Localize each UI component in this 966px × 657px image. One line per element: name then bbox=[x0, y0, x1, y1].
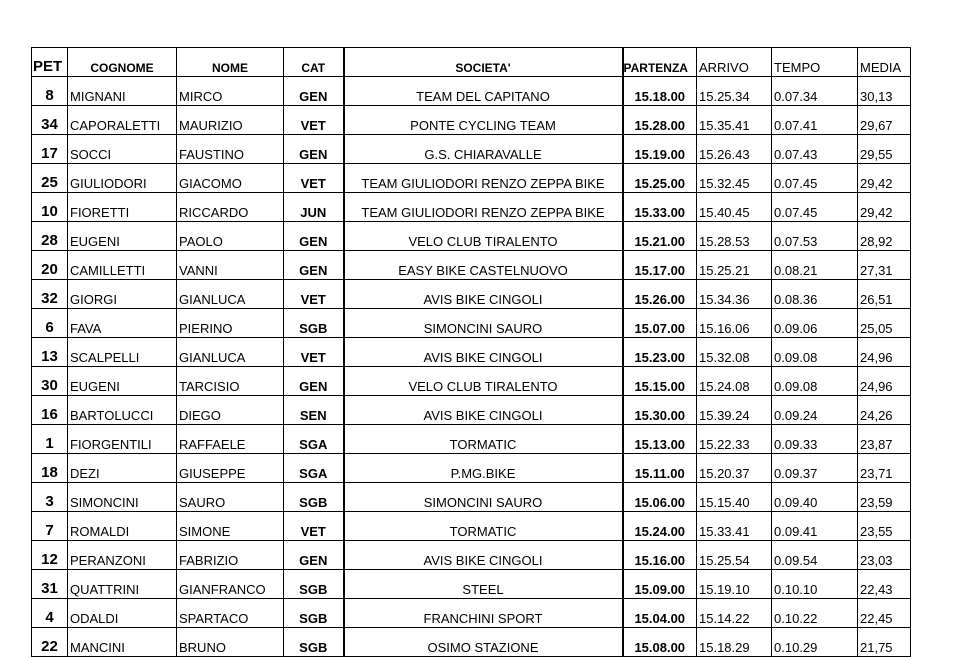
cell-tempo: 0.08.21 bbox=[772, 251, 858, 280]
table-row bbox=[32, 309, 911, 338]
cell-cat: GEN bbox=[284, 135, 344, 164]
cell-societa: SIMONCINI SAURO bbox=[344, 309, 623, 338]
cell-societa: TEAM GIULIODORI RENZO ZEPPA BIKE bbox=[344, 193, 623, 222]
cell-tempo: 0.09.24 bbox=[772, 396, 858, 425]
cell-societa: AVIS BIKE CINGOLI bbox=[344, 338, 623, 367]
table-row bbox=[32, 512, 911, 541]
cell-partenza: 15.26.00 bbox=[623, 280, 697, 309]
cell-tempo: 0.07.43 bbox=[772, 135, 858, 164]
cell-pet: 32 bbox=[32, 280, 68, 309]
cell-cognome: MANCINI bbox=[68, 628, 177, 657]
cell-nome: SPARTACO bbox=[177, 599, 284, 628]
header-pet: PET bbox=[32, 48, 68, 77]
cell-nome: GIANLUCA bbox=[177, 280, 284, 309]
cell-cognome: EUGENI bbox=[68, 222, 177, 251]
cell-pet: 28 bbox=[32, 222, 68, 251]
cell-pet: 7 bbox=[32, 512, 68, 541]
table-row bbox=[32, 251, 911, 280]
header-societa: SOCIETA' bbox=[344, 48, 623, 77]
cell-nome: RICCARDO bbox=[177, 193, 284, 222]
cell-partenza: 15.13.00 bbox=[623, 425, 697, 454]
cell-partenza: 15.04.00 bbox=[623, 599, 697, 628]
cell-societa: P.MG.BIKE bbox=[344, 454, 623, 483]
cell-partenza: 15.25.00 bbox=[623, 164, 697, 193]
cell-tempo: 0.07.34 bbox=[772, 77, 858, 106]
cell-tempo: 0.09.40 bbox=[772, 483, 858, 512]
header-row bbox=[32, 48, 911, 77]
cell-societa: TEAM DEL CAPITANO bbox=[344, 77, 623, 106]
cell-tempo: 0.10.22 bbox=[772, 599, 858, 628]
cell-nome: FABRIZIO bbox=[177, 541, 284, 570]
cell-tempo: 0.09.37 bbox=[772, 454, 858, 483]
cell-cat: SGB bbox=[284, 309, 344, 338]
cell-arrivo: 15.19.10 bbox=[697, 570, 772, 599]
cell-nome: BRUNO bbox=[177, 628, 284, 657]
cell-societa: STEEL bbox=[344, 570, 623, 599]
cell-arrivo: 15.26.43 bbox=[697, 135, 772, 164]
cell-cognome: CAMILLETTI bbox=[68, 251, 177, 280]
cell-societa: PONTE CYCLING TEAM bbox=[344, 106, 623, 135]
cell-pet: 31 bbox=[32, 570, 68, 599]
cell-cognome: SCALPELLI bbox=[68, 338, 177, 367]
cell-cognome: FIORGENTILI bbox=[68, 425, 177, 454]
cell-arrivo: 15.16.06 bbox=[697, 309, 772, 338]
cell-media: 23,03 bbox=[858, 541, 911, 570]
cell-cat: VET bbox=[284, 338, 344, 367]
table-row bbox=[32, 541, 911, 570]
cell-arrivo: 15.32.08 bbox=[697, 338, 772, 367]
cell-partenza: 15.06.00 bbox=[623, 483, 697, 512]
cell-cognome: CAPORALETTI bbox=[68, 106, 177, 135]
cell-cognome: GIULIODORI bbox=[68, 164, 177, 193]
cell-societa: AVIS BIKE CINGOLI bbox=[344, 541, 623, 570]
table-row bbox=[32, 628, 911, 657]
cell-media: 29,42 bbox=[858, 193, 911, 222]
cell-cat: SEN bbox=[284, 396, 344, 425]
cell-partenza: 15.08.00 bbox=[623, 628, 697, 657]
cell-arrivo: 15.35.41 bbox=[697, 106, 772, 135]
table-row bbox=[32, 367, 911, 396]
cell-partenza: 15.09.00 bbox=[623, 570, 697, 599]
cell-cat: GEN bbox=[284, 222, 344, 251]
cell-cognome: QUATTRINI bbox=[68, 570, 177, 599]
cell-tempo: 0.09.33 bbox=[772, 425, 858, 454]
cell-nome: TARCISIO bbox=[177, 367, 284, 396]
cell-pet: 12 bbox=[32, 541, 68, 570]
cell-cat: VET bbox=[284, 280, 344, 309]
cell-societa: VELO CLUB TIRALENTO bbox=[344, 367, 623, 396]
cell-pet: 34 bbox=[32, 106, 68, 135]
cell-societa: AVIS BIKE CINGOLI bbox=[344, 396, 623, 425]
cell-media: 25,05 bbox=[858, 309, 911, 338]
cell-nome: SIMONE bbox=[177, 512, 284, 541]
cell-tempo: 0.09.41 bbox=[772, 512, 858, 541]
cell-arrivo: 15.14.22 bbox=[697, 599, 772, 628]
cell-pet: 18 bbox=[32, 454, 68, 483]
cell-media: 23,87 bbox=[858, 425, 911, 454]
header-nome: NOME bbox=[177, 48, 284, 77]
cell-partenza: 15.21.00 bbox=[623, 222, 697, 251]
cell-media: 24,96 bbox=[858, 338, 911, 367]
cell-arrivo: 15.40.45 bbox=[697, 193, 772, 222]
table-row bbox=[32, 164, 911, 193]
cell-pet: 6 bbox=[32, 309, 68, 338]
cell-media: 28,92 bbox=[858, 222, 911, 251]
cell-partenza: 15.15.00 bbox=[623, 367, 697, 396]
header-media: MEDIA bbox=[858, 48, 911, 77]
cell-societa: FRANCHINI SPORT bbox=[344, 599, 623, 628]
cell-pet: 30 bbox=[32, 367, 68, 396]
cell-media: 22,45 bbox=[858, 599, 911, 628]
cell-tempo: 0.09.54 bbox=[772, 541, 858, 570]
cell-cognome: PERANZONI bbox=[68, 541, 177, 570]
cell-partenza: 15.11.00 bbox=[623, 454, 697, 483]
table-row bbox=[32, 483, 911, 512]
cell-media: 22,43 bbox=[858, 570, 911, 599]
cell-cognome: GIORGI bbox=[68, 280, 177, 309]
cell-societa: TEAM GIULIODORI RENZO ZEPPA BIKE bbox=[344, 164, 623, 193]
cell-tempo: 0.07.45 bbox=[772, 164, 858, 193]
cell-arrivo: 15.25.54 bbox=[697, 541, 772, 570]
cell-partenza: 15.19.00 bbox=[623, 135, 697, 164]
cell-tempo: 0.07.41 bbox=[772, 106, 858, 135]
cell-nome: GIACOMO bbox=[177, 164, 284, 193]
cell-cat: SGB bbox=[284, 483, 344, 512]
cell-partenza: 15.07.00 bbox=[623, 309, 697, 338]
cell-nome: RAFFAELE bbox=[177, 425, 284, 454]
cell-nome: VANNI bbox=[177, 251, 284, 280]
cell-media: 29,55 bbox=[858, 135, 911, 164]
results-table bbox=[31, 47, 911, 657]
cell-partenza: 15.30.00 bbox=[623, 396, 697, 425]
cell-cat: GEN bbox=[284, 541, 344, 570]
cell-cognome: FAVA bbox=[68, 309, 177, 338]
cell-pet: 20 bbox=[32, 251, 68, 280]
cell-societa: OSIMO STAZIONE bbox=[344, 628, 623, 657]
cell-tempo: 0.07.53 bbox=[772, 222, 858, 251]
header-arrivo: ARRIVO bbox=[697, 48, 772, 77]
cell-arrivo: 15.39.24 bbox=[697, 396, 772, 425]
cell-societa: SIMONCINI SAURO bbox=[344, 483, 623, 512]
table-row bbox=[32, 338, 911, 367]
cell-arrivo: 15.20.37 bbox=[697, 454, 772, 483]
cell-cat: SGB bbox=[284, 628, 344, 657]
cell-arrivo: 15.24.08 bbox=[697, 367, 772, 396]
cell-arrivo: 15.15.40 bbox=[697, 483, 772, 512]
cell-cognome: DEZI bbox=[68, 454, 177, 483]
cell-cat: SGA bbox=[284, 454, 344, 483]
table-row bbox=[32, 193, 911, 222]
cell-cognome: MIGNANI bbox=[68, 77, 177, 106]
cell-societa: AVIS BIKE CINGOLI bbox=[344, 280, 623, 309]
cell-nome: PIERINO bbox=[177, 309, 284, 338]
cell-media: 27,31 bbox=[858, 251, 911, 280]
table-row bbox=[32, 570, 911, 599]
cell-partenza: 15.16.00 bbox=[623, 541, 697, 570]
cell-societa: EASY BIKE CASTELNUOVO bbox=[344, 251, 623, 280]
cell-nome: PAOLO bbox=[177, 222, 284, 251]
cell-cat: VET bbox=[284, 164, 344, 193]
cell-cat: GEN bbox=[284, 77, 344, 106]
cell-arrivo: 15.33.41 bbox=[697, 512, 772, 541]
cell-cat: SGB bbox=[284, 599, 344, 628]
cell-pet: 10 bbox=[32, 193, 68, 222]
cell-societa: G.S. CHIARAVALLE bbox=[344, 135, 623, 164]
cell-tempo: 0.10.29 bbox=[772, 628, 858, 657]
cell-tempo: 0.07.45 bbox=[772, 193, 858, 222]
cell-arrivo: 15.22.33 bbox=[697, 425, 772, 454]
cell-partenza: 15.33.00 bbox=[623, 193, 697, 222]
cell-pet: 16 bbox=[32, 396, 68, 425]
cell-partenza: 15.28.00 bbox=[623, 106, 697, 135]
cell-pet: 1 bbox=[32, 425, 68, 454]
cell-media: 23,71 bbox=[858, 454, 911, 483]
cell-partenza: 15.18.00 bbox=[623, 77, 697, 106]
cell-partenza: 15.23.00 bbox=[623, 338, 697, 367]
cell-media: 26,51 bbox=[858, 280, 911, 309]
cell-cat: GEN bbox=[284, 367, 344, 396]
cell-societa: TORMATIC bbox=[344, 425, 623, 454]
cell-arrivo: 15.25.21 bbox=[697, 251, 772, 280]
cell-societa: TORMATIC bbox=[344, 512, 623, 541]
table-row bbox=[32, 135, 911, 164]
cell-pet: 13 bbox=[32, 338, 68, 367]
cell-partenza: 15.17.00 bbox=[623, 251, 697, 280]
table-row bbox=[32, 280, 911, 309]
cell-cat: SGB bbox=[284, 570, 344, 599]
table-row bbox=[32, 454, 911, 483]
cell-cat: VET bbox=[284, 512, 344, 541]
table-row bbox=[32, 425, 911, 454]
cell-arrivo: 15.32.45 bbox=[697, 164, 772, 193]
table-row bbox=[32, 106, 911, 135]
header-partenza: PARTENZA bbox=[623, 48, 697, 77]
cell-nome: MIRCO bbox=[177, 77, 284, 106]
cell-media: 30,13 bbox=[858, 77, 911, 106]
cell-nome: GIANFRANCO bbox=[177, 570, 284, 599]
results-body bbox=[32, 77, 911, 657]
cell-partenza: 15.24.00 bbox=[623, 512, 697, 541]
cell-cognome: EUGENI bbox=[68, 367, 177, 396]
cell-arrivo: 15.28.53 bbox=[697, 222, 772, 251]
cell-cognome: BARTOLUCCI bbox=[68, 396, 177, 425]
cell-media: 21,75 bbox=[858, 628, 911, 657]
cell-pet: 4 bbox=[32, 599, 68, 628]
cell-cognome: ROMALDI bbox=[68, 512, 177, 541]
cell-cognome: FIORETTI bbox=[68, 193, 177, 222]
cell-tempo: 0.09.06 bbox=[772, 309, 858, 338]
cell-nome: GIUSEPPE bbox=[177, 454, 284, 483]
cell-pet: 17 bbox=[32, 135, 68, 164]
cell-pet: 3 bbox=[32, 483, 68, 512]
cell-nome: FAUSTINO bbox=[177, 135, 284, 164]
cell-tempo: 0.10.10 bbox=[772, 570, 858, 599]
cell-cat: JUN bbox=[284, 193, 344, 222]
cell-nome: DIEGO bbox=[177, 396, 284, 425]
header-cognome: COGNOME bbox=[68, 48, 177, 77]
header-tempo: TEMPO bbox=[772, 48, 858, 77]
table-row bbox=[32, 396, 911, 425]
cell-nome: SAURO bbox=[177, 483, 284, 512]
cell-arrivo: 15.25.34 bbox=[697, 77, 772, 106]
cell-media: 23,59 bbox=[858, 483, 911, 512]
cell-cat: SGA bbox=[284, 425, 344, 454]
cell-cognome: SIMONCINI bbox=[68, 483, 177, 512]
cell-pet: 8 bbox=[32, 77, 68, 106]
cell-cognome: SOCCI bbox=[68, 135, 177, 164]
table-row bbox=[32, 222, 911, 251]
cell-media: 24,26 bbox=[858, 396, 911, 425]
cell-societa: VELO CLUB TIRALENTO bbox=[344, 222, 623, 251]
cell-media: 24,96 bbox=[858, 367, 911, 396]
cell-nome: GIANLUCA bbox=[177, 338, 284, 367]
table-row bbox=[32, 599, 911, 628]
cell-cat: VET bbox=[284, 106, 344, 135]
cell-tempo: 0.08.36 bbox=[772, 280, 858, 309]
table-row bbox=[32, 77, 911, 106]
cell-pet: 25 bbox=[32, 164, 68, 193]
cell-arrivo: 15.18.29 bbox=[697, 628, 772, 657]
header-cat: CAT bbox=[284, 48, 344, 77]
cell-arrivo: 15.34.36 bbox=[697, 280, 772, 309]
cell-tempo: 0.09.08 bbox=[772, 338, 858, 367]
cell-cognome: ODALDI bbox=[68, 599, 177, 628]
cell-media: 23,55 bbox=[858, 512, 911, 541]
cell-nome: MAURIZIO bbox=[177, 106, 284, 135]
cell-cat: GEN bbox=[284, 251, 344, 280]
cell-pet: 22 bbox=[32, 628, 68, 657]
cell-tempo: 0.09.08 bbox=[772, 367, 858, 396]
cell-media: 29,67 bbox=[858, 106, 911, 135]
cell-media: 29,42 bbox=[858, 164, 911, 193]
